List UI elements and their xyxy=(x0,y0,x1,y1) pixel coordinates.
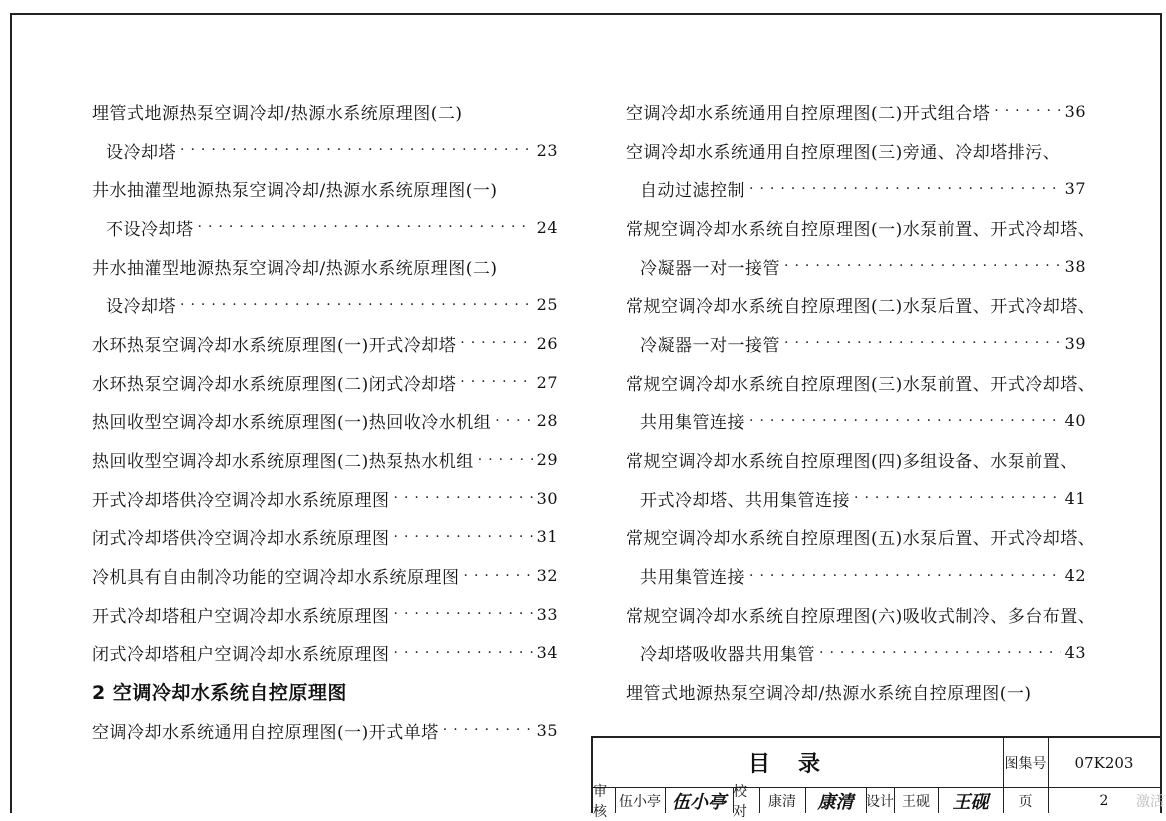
toc-entry xyxy=(626,672,1086,711)
toc-entry-text: 开式冷却塔供冷空调冷却水系统原理图 xyxy=(92,490,390,511)
toc-entry-text: 闭式冷却塔租户空调冷却水系统原理图 xyxy=(92,645,390,666)
dot-leader xyxy=(464,568,533,584)
page-number: 2 xyxy=(1099,792,1109,809)
toc-entry-text: 常规空调冷却水系统自控原理图(二)水泵后置、开式冷却塔、 xyxy=(626,297,1096,318)
toc-entry xyxy=(626,285,1096,324)
toc-entry xyxy=(626,556,1086,595)
toc-entry xyxy=(626,169,1086,208)
atlas-label: 图集号 xyxy=(1004,755,1047,772)
dot-leader xyxy=(749,181,1061,197)
toc-entry-text: 常规空调冷却水系统自控原理图(六)吸收式制冷、多台布置、 xyxy=(626,606,1096,627)
toc-entry-text: 闭式冷却塔供冷空调冷却水系统原理图 xyxy=(92,529,390,550)
atlas-number: 07K203 xyxy=(1074,753,1134,772)
toc-entry-text: 共用集管连接 xyxy=(640,568,745,589)
toc-entry xyxy=(92,634,558,673)
toc-entry xyxy=(92,92,558,131)
title-block xyxy=(591,736,1160,820)
toc-entry-page: 28 xyxy=(536,411,558,431)
toc-entry xyxy=(626,440,1086,479)
toc-entry-text: 热回收型空调冷却水系统原理图(二)热泵热水机组 xyxy=(92,452,474,473)
toc-entry-text: 开式冷却塔、共用集管连接 xyxy=(640,490,850,511)
toc-entry xyxy=(626,131,1086,170)
dot-leader xyxy=(460,374,532,390)
toc-entry xyxy=(92,131,558,170)
toc-entry-text: 空调冷却水系统通用自控原理图(二)开式组合塔 xyxy=(626,103,991,124)
toc-entry xyxy=(626,208,1096,247)
toc-entry xyxy=(92,169,558,208)
toc-entry-page: 34 xyxy=(536,643,558,663)
toc-entry xyxy=(92,479,558,518)
dot-leader xyxy=(394,529,533,545)
toc-entry-text: 2 空调冷却水系统自控原理图 xyxy=(92,682,347,705)
toc-section-heading xyxy=(92,672,558,711)
toc-entry xyxy=(92,402,558,441)
dot-leader xyxy=(784,258,1061,274)
check-label: 校对 xyxy=(733,783,747,820)
toc-entry xyxy=(626,247,1086,286)
toc-entry-text: 埋管式地源热泵空调冷却/热源水系统原理图(二) xyxy=(92,103,463,124)
toc-right-column xyxy=(626,92,1096,711)
toc-entry xyxy=(626,402,1086,441)
toc-entry-text: 冷却塔吸收器共用集管 xyxy=(640,645,815,666)
toc-entry-text: 设冷却塔 xyxy=(106,297,176,318)
checker-name: 康清 xyxy=(768,793,796,810)
dot-leader xyxy=(854,490,1061,506)
toc-entry-page: 33 xyxy=(536,604,558,624)
toc-entry xyxy=(92,711,558,750)
toc-entry xyxy=(626,595,1096,634)
toc-entry-text: 不设冷却塔 xyxy=(106,219,194,240)
toc-entry-page: 41 xyxy=(1064,488,1086,508)
toc-entry xyxy=(92,440,558,479)
toc-entry xyxy=(92,247,558,286)
toc-entry-page: 25 xyxy=(536,295,558,315)
reviewer-name: 伍小亭 xyxy=(619,793,661,810)
toc-entry-page: 23 xyxy=(536,140,558,160)
toc-entry-text: 水环热泵空调冷却水系统原理图(二)闭式冷却塔 xyxy=(92,374,457,395)
toc-entry-page: 26 xyxy=(536,333,558,353)
toc-entry xyxy=(92,595,558,634)
dot-leader xyxy=(180,297,533,313)
toc-entry xyxy=(626,518,1096,557)
toc-entry-page: 35 xyxy=(536,720,558,740)
toc-entry xyxy=(626,324,1086,363)
toc-entry-text: 常规空调冷却水系统自控原理图(四)多组设备、水泵前置、 xyxy=(626,452,1078,473)
toc-entry xyxy=(626,92,1086,131)
design-label: 设计 xyxy=(866,793,894,810)
toc-entry-page: 42 xyxy=(1064,566,1086,586)
toc-entry-text: 空调冷却水系统通用自控原理图(三)旁通、冷却塔排污、 xyxy=(626,142,1061,163)
toc-entry-text: 空调冷却水系统通用自控原理图(一)开式单塔 xyxy=(92,722,439,743)
dot-leader xyxy=(394,606,533,622)
dot-leader xyxy=(749,413,1061,429)
dot-leader xyxy=(994,103,1060,119)
toc-entry-text: 开式冷却塔租户空调冷却水系统原理图 xyxy=(92,606,390,627)
toc-entry xyxy=(92,363,558,402)
toc-entry-page: 32 xyxy=(536,566,558,586)
toc-entry xyxy=(92,208,558,247)
toc-left-column xyxy=(92,92,558,750)
watermark: 激活 xyxy=(1136,794,1164,810)
toc-entry-page: 30 xyxy=(536,488,558,508)
designer-signature: 王砚 xyxy=(952,791,989,813)
toc-entry-text: 冷凝器一对一接管 xyxy=(640,258,780,279)
toc-entry-page: 38 xyxy=(1064,256,1086,276)
toc-entry xyxy=(626,634,1086,673)
dot-leader xyxy=(394,490,533,506)
dot-leader xyxy=(784,335,1061,351)
dot-leader xyxy=(749,568,1061,584)
toc-entry-text: 设冷却塔 xyxy=(106,142,176,163)
toc-entry-page: 37 xyxy=(1064,179,1086,199)
dot-leader xyxy=(819,645,1061,661)
toc-entry-page: 39 xyxy=(1064,333,1086,353)
dot-leader xyxy=(495,413,532,429)
toc-entry-text: 水环热泵空调冷却水系统原理图(一)开式冷却塔 xyxy=(92,335,457,356)
review-label: 审核 xyxy=(593,783,607,820)
dot-leader xyxy=(460,335,532,351)
designer-name: 王砚 xyxy=(902,793,930,810)
toc-entry-text: 常规空调冷却水系统自控原理图(五)水泵后置、开式冷却塔、 xyxy=(626,529,1096,550)
toc-entry-text: 井水抽灌型地源热泵空调冷却/热源水系统原理图(二) xyxy=(92,258,498,279)
toc-entry xyxy=(92,324,558,363)
toc-entry-page: 27 xyxy=(536,372,558,392)
page-label: 页 xyxy=(1018,793,1033,810)
toc-entry-text: 自动过滤控制 xyxy=(640,181,745,202)
toc-entry-page: 43 xyxy=(1064,643,1086,663)
toc-entry-page: 29 xyxy=(536,450,558,470)
toc-entry-text: 常规空调冷却水系统自控原理图(三)水泵前置、开式冷却塔、 xyxy=(626,374,1096,395)
toc-entry-text: 热回收型空调冷却水系统原理图(一)热回收冷水机组 xyxy=(92,413,492,434)
checker-signature: 康清 xyxy=(817,791,854,813)
toc-entry-text: 共用集管连接 xyxy=(640,413,745,434)
toc-entry xyxy=(92,556,558,595)
toc-entry-page: 40 xyxy=(1064,411,1086,431)
toc-entry xyxy=(626,479,1086,518)
reviewer-signature: 伍小亭 xyxy=(672,791,726,813)
dot-leader xyxy=(180,142,533,158)
title-block-title: 目录 xyxy=(593,738,1004,787)
toc-entry xyxy=(92,518,558,557)
toc-entry-text: 常规空调冷却水系统自控原理图(一)水泵前置、开式冷却塔、 xyxy=(626,219,1096,240)
toc-entry xyxy=(92,285,558,324)
toc-entry xyxy=(626,363,1096,402)
toc-entry-page: 36 xyxy=(1064,101,1086,121)
dot-leader xyxy=(443,722,533,738)
toc-entry-text: 冷机具有自由制冷功能的空调冷却水系统原理图 xyxy=(92,568,460,589)
toc-entry-page: 24 xyxy=(536,217,558,237)
toc-entry-text: 井水抽灌型地源热泵空调冷却/热源水系统原理图(一) xyxy=(92,181,498,202)
dot-leader xyxy=(198,219,533,235)
toc-entry-text: 埋管式地源热泵空调冷却/热源水系统自控原理图(一) xyxy=(626,684,1032,705)
toc-entry-page: 31 xyxy=(536,527,558,547)
toc-entry-text: 冷凝器一对一接管 xyxy=(640,335,780,356)
dot-leader xyxy=(478,452,533,468)
dot-leader xyxy=(394,645,533,661)
